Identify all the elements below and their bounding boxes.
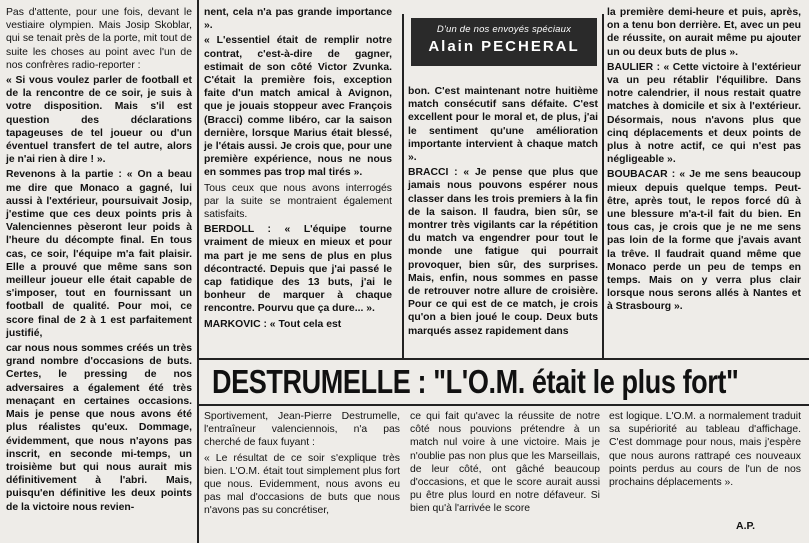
paragraph: MARKOVIC : « Tout cela est: [204, 318, 342, 330]
author-box: [411, 18, 597, 66]
paragraph: Tous ceux que nous avons interrogés par la suite se montraient également satisfaits.: [204, 182, 392, 221]
column-divider: [602, 14, 604, 358]
section-divider: [197, 358, 809, 360]
bottom-column-3: [609, 410, 801, 491]
paragraph: « Le résultat de ce soir s'explique très bien. L'O.M. était tout simplement plus fort que nous. Evidemment, nous avons eu pas mal d'occasions de buts que nous n'avons pas su concrétiser,: [204, 452, 400, 517]
article-column-1: [6, 6, 192, 516]
paragraph: Revenons à la partie : « On a beau me dire que Monaco a gagné, lui aussi à l'extérieur, poursuivait Josip, j'estime que ces deux points pris à Valenciennes pèseront leur poids à l'heure du décompte final. En tous cas, ce soir, l'équipe m'a fait plaisir. Elle a prouvé que même sans son meilleur joueur elle était capable de s'imposer, tout en fournissant un football de qualité. Pour moi, ce score final de 2 à 1 est parfaitement justifié,: [6, 169, 192, 339]
paragraph: BRACCI : « Je pense que plus que jamais nous pouvons espérer nous classer dans les trois premiers à la fin de la saison. Il faudra, bien sûr, se montrer très vigilants car la répétition du match va engendrer pour tout le monde une fatigue qui pourrait provoquer, bien sûr, des surprises. Mais, enfin, nous sommes en passe de retrouver notre allure de croisière. Pour ce qui est de ce match, je crois qu'on a bien joué le coup. Deux buts marqués assez rapidement dans: [408, 167, 598, 337]
section-divider: [197, 404, 809, 406]
paragraph: Sportivement, Jean-Pierre Destrumelle, l'entraîneur valenciennois, n'a pas cherché de faux fuyant :: [204, 411, 400, 449]
paragraph: la première demi-heure et puis, après, on a tenu bon derrière. Et, avec un peu de réussite, on aurait même pu ajouter un ou deux buts de plus ».: [607, 7, 801, 58]
paragraph: BOUBACAR : « Je me sens beaucoup mieux depuis quelque temps. Peut-être, après tout, le repos forcé dû à une blessure m'a-t-il fait du bien. En tous cas, je crois que je ne me sens pas loin de la forme que j'avais avant la trêve. Il faudrait quand même que Monaco perde un peu de temps en temps. Mais on y verra plus clair lorsque nous serons allés à Nantes et à Strasbourg ».: [607, 169, 801, 313]
paragraph: car nous nous sommes créés un très grand nombre d'occasions de buts. Certes, le pressing de nos adversaires a également été très menaçant en certaines occasions. Mais je pense que nous avons été plus réalistes qu'eux. Dommage, évidemment, que nous n'ayons pas inscrit, en seconde mi-temps, un troisième but qui nous aurait mis définitivement à l'abri. Mais, puisqu'en définitive les deux points de la victoire nous revien-: [6, 343, 192, 513]
column-divider: [402, 14, 404, 358]
column-divider: [197, 0, 199, 543]
author-name: Alain PECHERAL: [428, 38, 580, 55]
paragraph: BAULIER : « Cette victoire à l'extérieur va un peu rétablir l'équilibre. Dans notre calendrier, il nous restait quatre matches à domicile et six à l'extérieur. Désormais, nous n'avons plus que cinq déplacements et deux points de plus à notre actif, ce qui n'est pas négligeable ».: [607, 61, 801, 166]
bottom-column-2: [410, 410, 600, 518]
paragraph: Pas d'attente, pour une fois, devant le vestiaire olympien. Mais Josip Skoblar, qui se tenait près de la porte, mit tout de suite les choses au point avec l'un de nos confrères radio-reporter :: [6, 7, 192, 71]
article-column-4: [607, 6, 801, 316]
article-column-2: [204, 6, 392, 333]
paragraph: « Si vous voulez parler de football et de la rencontre de ce soir, je suis à votre disposition. Mais s'il est question des déclarations tapageuses de tel joueur ou d'un éventuel transfert de tel autre, alors je n'ai rien à dire ! ».: [6, 75, 192, 166]
article-column-3: [408, 85, 598, 340]
signature: A.P.: [736, 520, 756, 532]
paragraph: nent, cela n'a pas grande importance ».: [204, 7, 392, 32]
author-kicker: D'un de nos envoyés spéciaux: [436, 24, 572, 35]
paragraph: est logique. L'O.M. a normalement traduit sa supériorité au tableau d'affichage. C'est dommage pour nous, mais j'espère que nous aurons rattrapé ces nouveaux points perdus au cours de l'un de nos prochains déplacements ».: [609, 411, 801, 489]
paragraph: ce qui fait qu'avec la réussite de notre côté nous pouvions prétendre à un match nul voire à une victoire. Mais je n'oublie pas non plus que les Marseillais, de leur côté, ont gâché beaucoup d'occasions, et que le score aurait aussi pu être plus lourd en notre défaveur. Si bien qu'à l'arrivée le score: [410, 411, 600, 515]
paragraph: bon. C'est maintenant notre huitième match consécutif sans défaite. C'est excellent pour le moral et, de plus, j'ai le sentiment qu'une amélioration importante intervient à chaque match ».: [408, 86, 598, 164]
paragraph: BERDOLL : « L'équipe tourne vraiment de mieux en mieux et pour ma part je me sens de plus en plus décontracté. Depuis que j'ai passé le cap fatidique des 13 buts, j'ai le bonheur de marquer à chaque rencontre. Pourvu que ça dure... ».: [204, 224, 392, 315]
bottom-column-1: [204, 410, 400, 520]
headline: DESTRUMELLE : "L'O.M. était le plus fort": [212, 363, 739, 400]
paragraph: « L'essentiel était de remplir notre contrat, c'est-à-dire de gagner, estimait de son côté Victor Zvunka. C'était la première fois, exception faite d'un match amical à Avignon, que je jouais stoppeur avec François (Bracci) comme libéro, car la saison dernière, lorsque Marius était blessé, je l'étais aussi. Je crois que, pour une première expérience, nous ne nous en sommes pas trop mal tirés ».: [204, 35, 392, 179]
